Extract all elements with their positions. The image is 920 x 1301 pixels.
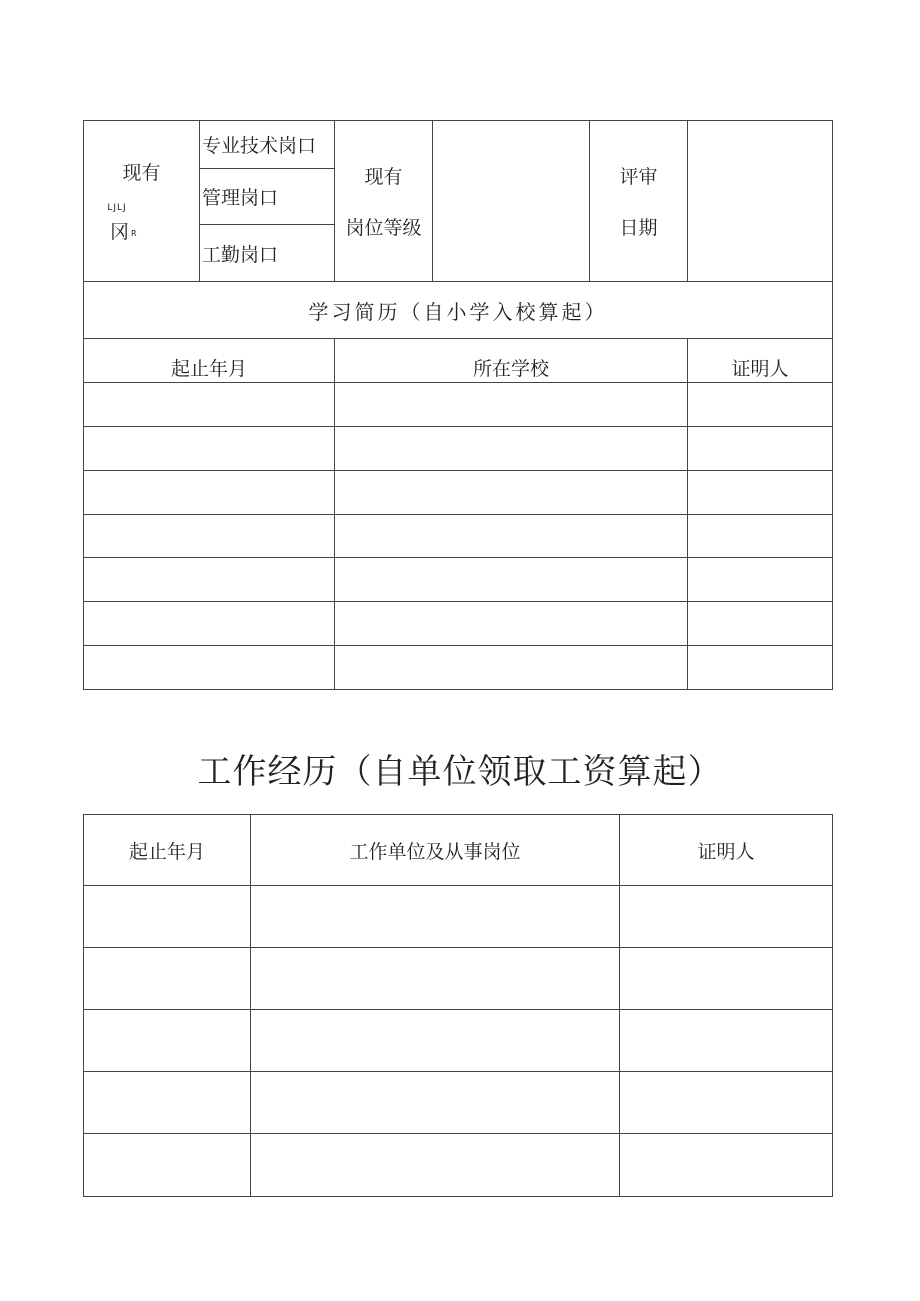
post-type-service: 工勤岗口: [202, 243, 279, 266]
study-title-bottom-border: [83, 338, 833, 339]
review-date-field[interactable]: [688, 121, 832, 281]
table-row[interactable]: [84, 515, 832, 557]
post-col-divider: [589, 120, 590, 281]
table-row[interactable]: [84, 1010, 832, 1071]
post-type-management: 管理岗口: [202, 187, 279, 209]
review-label-line2: 日期: [619, 216, 658, 239]
table-row[interactable]: [84, 383, 832, 426]
table2-right-border: [832, 814, 833, 1197]
table-row[interactable]: [84, 1072, 832, 1133]
current-post-subscript: R: [131, 229, 137, 238]
study-header-period: 起止年月: [170, 357, 247, 380]
grade-value-field[interactable]: [433, 121, 589, 281]
work-header-unit-post: 工作单位及从事岗位: [349, 840, 521, 863]
table-row[interactable]: [84, 471, 832, 514]
table-row[interactable]: [84, 602, 832, 645]
work-history-title: 工作经历（自单位领取工资算起）: [197, 752, 723, 792]
current-post-label-line2: [110, 216, 137, 244]
study-history-title: 学习简历（自小学入校算起）: [308, 299, 608, 324]
study-header-school: 所在学校: [472, 357, 549, 380]
current-post-label: 现有: [122, 161, 161, 184]
work-header-period: 起止年月: [128, 840, 205, 863]
study-header-witness: 证明人: [731, 357, 789, 380]
grade-label-line2: 岗位等级: [345, 216, 422, 239]
table-row[interactable]: [84, 1134, 832, 1196]
table-row[interactable]: [84, 948, 832, 1009]
current-post-label-char: 冈: [110, 221, 130, 243]
work-header-witness: 证明人: [697, 840, 755, 863]
grade-label-line1: 现有: [364, 165, 403, 188]
post-type-professional: 专业技术岗口: [202, 135, 317, 157]
table-row[interactable]: [84, 427, 832, 470]
table-row[interactable]: [84, 886, 832, 947]
review-label-line1: 评审: [619, 165, 658, 188]
table1-right-border: [832, 120, 833, 690]
table-row[interactable]: [84, 646, 832, 689]
current-post-mark: LJLJ: [107, 203, 127, 213]
table2-bottom-border: [83, 1196, 833, 1197]
table1-bottom-border: [83, 689, 833, 690]
table-row[interactable]: [84, 558, 832, 601]
